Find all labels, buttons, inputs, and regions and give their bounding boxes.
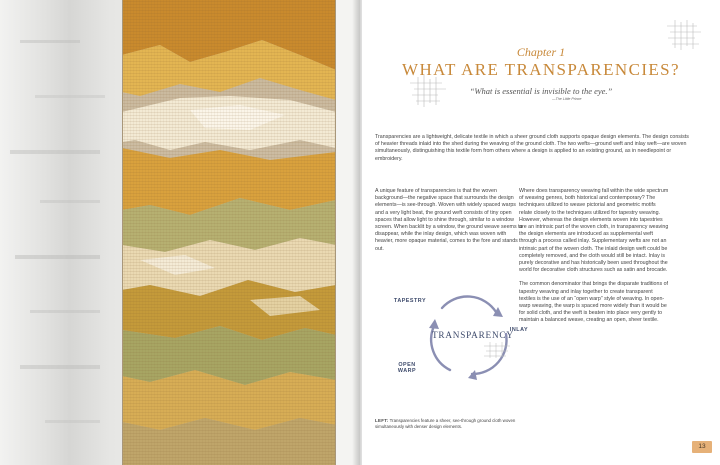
- caption-label: LEFT:: [375, 418, 389, 423]
- epigraph-source: —The Little Prince: [552, 97, 582, 101]
- diagram-label-warp: WARP: [397, 368, 417, 374]
- transparency-cycle-diagram: [393, 290, 529, 390]
- photo-caption: [375, 418, 545, 430]
- cycle-arrows-icon: [412, 290, 524, 390]
- caption-text: Transparencies feature a sheer, see-through ground cloth woven simultaneously with denser design elements.: [375, 418, 516, 429]
- left-column-paragraph: A unique feature of transparencies is that the woven background—the negative space that surrounds the design elements—is see-through. Woven with widely spaced warps and a very light beat, the ground weft consists of tiny open spaces that allow light to shine through, similar to a window screen. When backlit by a window, the ground weave seems to disappear, while the inlay design, which was woven with heavier, more opaque material, comes to the fore and stands out.: [375, 188, 523, 252]
- text-page: [362, 0, 720, 465]
- weave-grid-ornament-diagram: [484, 342, 510, 358]
- right-column-paragraph: Where does transparency weaving fall within the wide spectrum of weaving genres, both historical and contemporary? The techniques utilized to weave pictorial and geometric motifs relate closely to the techniques utilized for tapestry weaving. However, whereas the design elements woven into tapestries are an intrinsic part of the woven cloth, in transparency weaving the design elements are introduced as supplemental weft through a process called inlay. Supplementary wefts are not an intrinsic part of the woven cloth. The inlaid design weft could be completely removed, and the cloth would still be intact. Inlay is purely decorative and has historically been used throughout the world for decorative cloth structures such as satin and brocade.: [519, 188, 669, 274]
- page-number: 13: [698, 443, 706, 450]
- right-column-paragraph: The common denominator that brings the disparate traditions of tapestry weaving and inlay together to create transparent textiles is the use of an “open warp” style of weaving. In open-warp weaving, the warp is spaced more widely than it would be for solid cloth, and the weft is beaten into place very gently to maintain a balanced weave, creating an open, sheer textile.: [519, 281, 668, 324]
- chapter-title: WHAT ARE TRANSPARENCIES?: [402, 60, 680, 79]
- epigraph-quote: “What is essential is invisible to the eye.”: [469, 86, 613, 96]
- diagram-center-label: TRANSPARENCY: [432, 330, 514, 340]
- right-column: [519, 188, 669, 332]
- diagram-label-inlay: INLAY: [509, 327, 529, 333]
- intro-paragraph: Transparencies are a lightweight, delicate textile in which a sheer ground cloth supports opaque design elements. The design consists of heavier threads inlaid into the shed during the weaving of the ground cloth. The two wefts—ground weft and inlay weft—are woven simultaneously, distinguishing this textile form from others where a design is applied to an existing ground, as in needlepoint or embroidery.: [375, 134, 689, 162]
- diagram-label-open-warp: [390, 362, 424, 374]
- diagram-label-tapestry: TAPESTRY: [393, 298, 427, 304]
- chapter-label: Chapter 1: [516, 45, 566, 59]
- diagram-label-open: OPEN: [398, 362, 416, 368]
